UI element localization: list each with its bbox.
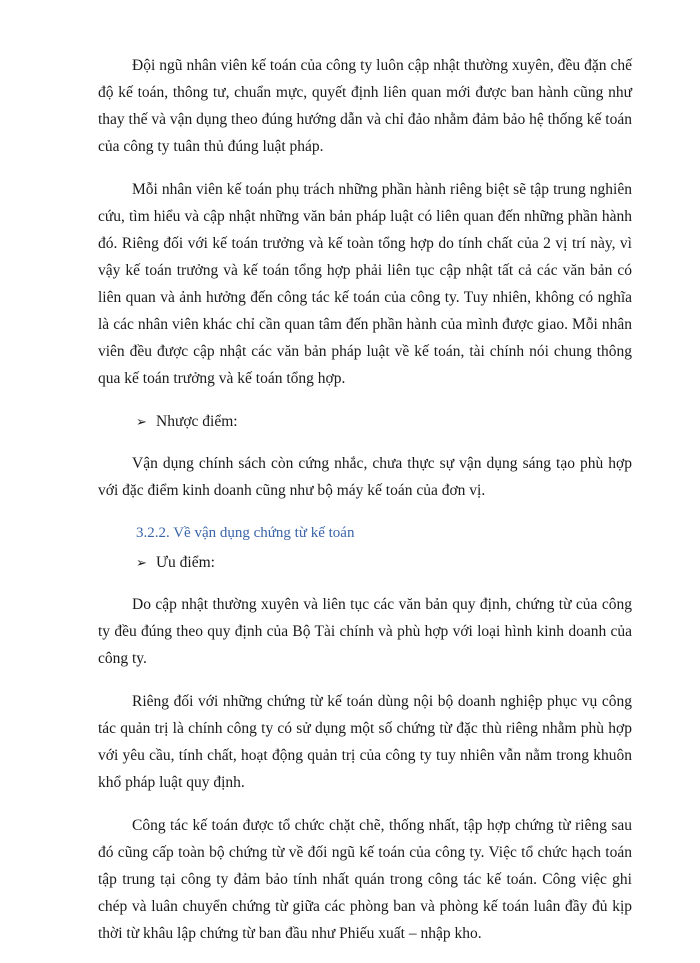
arrow-bullet-icon: ➢ (136, 556, 147, 571)
section-heading: 3.2.2. Về vận dụng chứng từ kế toán (136, 525, 355, 541)
arrow-bullet-icon: ➢ (136, 415, 147, 430)
bullet-weakness-label: Nhược điểm: (156, 413, 238, 430)
paragraph-staff-updates: Đội ngũ nhân viên kế toán của công ty luôn cập nhật thường xuyên, đều đặn chế độ kế toán, thông tư, chuẩn mực, quyết định liên quan mới được ban hành cũng như thay thế và vận dụng theo đúng hướng dẫn và chỉ đảo nhằm đảm bảo hệ thống kế toán của công ty tuân thủ đúng luật pháp. (98, 57, 632, 155)
paragraph-documents-compliance: Do cập nhật thường xuyên và liên tục các văn bản quy định, chứng từ của công ty đều đúng theo quy định của Bộ Tài chính và phù hợp với loại hình kinh doanh của công ty. (98, 596, 632, 667)
bullet-weakness (98, 408, 632, 436)
bullet-strength (98, 549, 632, 577)
bullet-strength-label: Ưu điểm: (156, 554, 215, 571)
document-page (98, 52, 632, 963)
paragraph-internal-documents: Riêng đối với những chứng từ kế toán dùng nội bộ doanh nghiệp phục vụ công tác quản trị là chính công ty có sử dụng một số chứng từ đặc thù riêng nhằm phù hợp với yêu cầu, tính chất, hoạt động quản trị của công ty tuy nhiên vẫn nằm trong khuôn khổ pháp luật quy định. (98, 693, 632, 791)
paragraph-organization: Công tác kế toán được tổ chức chặt chẽ, thống nhất, tập hợp chứng từ riêng sau đó cũng cấp toàn bộ chứng từ về đối ngũ kế toán của công ty. Việc tổ chức hạch toán tập trung tại công ty đảm bảo tính nhất quán trong công tác kế toán. Công việc ghi chép và luân chuyển chứng từ giữa các phòng ban và phòng kế toán luân đầy đủ kịp thời từ khâu lập chứng từ ban đầu như Phiếu xuất – nhập kho. (98, 817, 632, 942)
paragraph-weakness: Vận dụng chính sách còn cứng nhắc, chưa thực sự vận dụng sáng tạo phù hợp với đặc điểm kinh doanh cũng như bộ máy kế toán của đơn vị. (98, 455, 632, 499)
paragraph-responsibilities: Mỗi nhân viên kế toán phụ trách những phần hành riêng biệt sẽ tập trung nghiên cứu, tìm hiểu và cập nhật những văn bản pháp luật có liên quan đến những phần hành đó. Riêng đối với kế toán trưởng và kế toàn tổng hợp do tính chất của 2 vị trí này, vì vậy kế toán trưởng và kế toán tổng hợp phải liên tục cập nhật tất cả các văn bản có liên quan và ảnh hưởng đến công tác kế toán của công ty. Tuy nhiên, không có nghĩa là các nhân viên khác chỉ cần quan tâm đến phần hành của mình được giao. Mỗi nhân viên đều được cập nhật các văn bản pháp luật về kế toán, tài chính nói chung thông qua kế toán trưởng và kế toán tổng hợp. (98, 181, 632, 387)
